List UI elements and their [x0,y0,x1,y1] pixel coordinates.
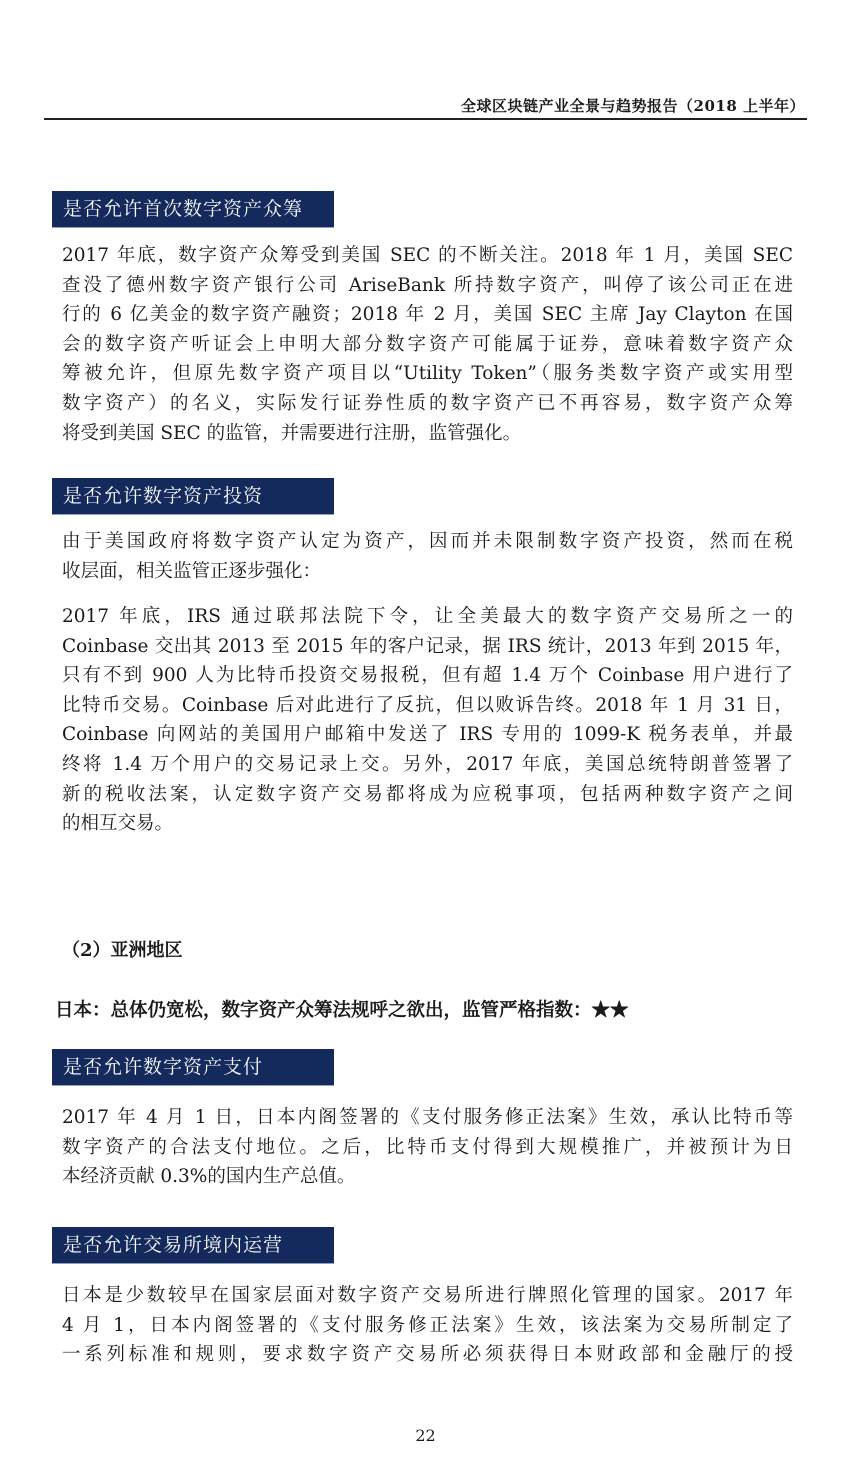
text-line: 数字资产）的名义，实际发行证券性质的数字资产已不再容易，数字资产众筹 [62,392,793,414]
text-line: 由于美国政府将数字资产认定为资产，因而并未限制数字资产投资，然而在税 [62,531,793,552]
paragraph [62,527,793,586]
text-line: Coinbase 向网站的美国用户邮箱中发送了 IRS 专用的 1099-K 税务表单，并最 [62,724,793,746]
text-line: 筹被允许，但原先数字资产项目以“Utility Token”（服务类数字资产或实用型 [62,363,793,385]
region-title: （2）亚洲地区 [62,940,183,961]
text-line: 收层面，相关监管正逐步强化： [62,560,322,582]
text-line: 的相互交易。 [62,813,174,835]
text-line: 新的税收法案，认定数字资产交易都将成为应税事项，包括两种数字资产之间 [62,783,793,805]
text-line: 行的 6 亿美金的数字资产融资；2018 年 2 月，美国 SEC 主席 Jay Clayton 在国 [62,304,793,326]
section-heading: 是否允许数字资产投资 [52,478,334,514]
text-line: Coinbase 交出其 2013 至 2015 年的客户记录，据 IRS 统计，2013 年到 2015 年， [62,635,793,657]
text-line: 比特币交易。Coinbase 后对此进行了反抗，但以败诉告终。2018 年 1 月 31 日， [62,694,793,716]
running-header: 全球区块链产业全景与趋势报告（2018 上半年） [461,97,805,115]
text-line: 日本是少数较早在国家层面对数字资产交易所进行牌照化管理的国家。2017 年 [62,1285,793,1306]
text-line: 会的数字资产听证会上申明大部分数字资产可能属于证券，意味着数字资产众 [62,333,793,355]
text-line: 2017 年 4 月 1 日，日本内阁签署的《支付服务修正法案》生效，承认比特币等 [62,1107,793,1128]
text-line: 本经济贡献 0.3%的国内生产总值。 [62,1166,356,1188]
header-rule [44,118,807,120]
japan-summary-text: 日本：总体仍宽松，数字资产众筹法规呼之欲出，监管严格指数： [55,1000,592,1021]
text-line: 数字资产的合法支付地位。之后，比特币支付得到大规模推广，并被预计为日 [62,1136,793,1158]
text-line: 2017 年底，数字资产众筹受到美国 SEC 的不断关注。2018 年 1 月，美国 SEC [62,245,793,266]
page-number: 22 [415,1426,436,1445]
text-line: 2017 年底，IRS 通过联邦法院下令，让全美最大的数字资产交易所之一的 [62,606,793,627]
text-line: 4 月 1，日本内阁签署的《支付服务修正法案》生效，该法案为交易所制定了 [62,1314,793,1336]
section-heading: 是否允许交易所境内运营 [52,1227,334,1263]
text-line: 只有不到 900 人为比特币投资交易报税，但有超 1.4 万个 Coinbase 用户进行了 [62,665,793,687]
section-heading: 是否允许首次数字资产众筹 [52,191,334,227]
paragraph [62,241,793,448]
paragraph [62,1281,793,1370]
text-line: 一系列标准和规则，要求数字资产交易所必须获得日本财政部和金融厅的授 [62,1344,793,1366]
text-line: 将受到美国 SEC 的监管，并需要进行注册，监管强化。 [62,422,522,444]
text-line: 终将 1.4 万个用户的交易记录上交。另外，2017 年底，美国总统特朗普签署了 [62,753,793,775]
paragraph [62,1103,793,1192]
text-line: 查没了德州数字资产银行公司 AriseBank 所持数字资产，叫停了该公司正在进 [62,274,793,296]
rating-stars: ★★ [591,1000,629,1021]
paragraph [62,602,793,839]
japan-summary [55,996,629,1022]
section-heading: 是否允许数字资产支付 [52,1049,334,1085]
